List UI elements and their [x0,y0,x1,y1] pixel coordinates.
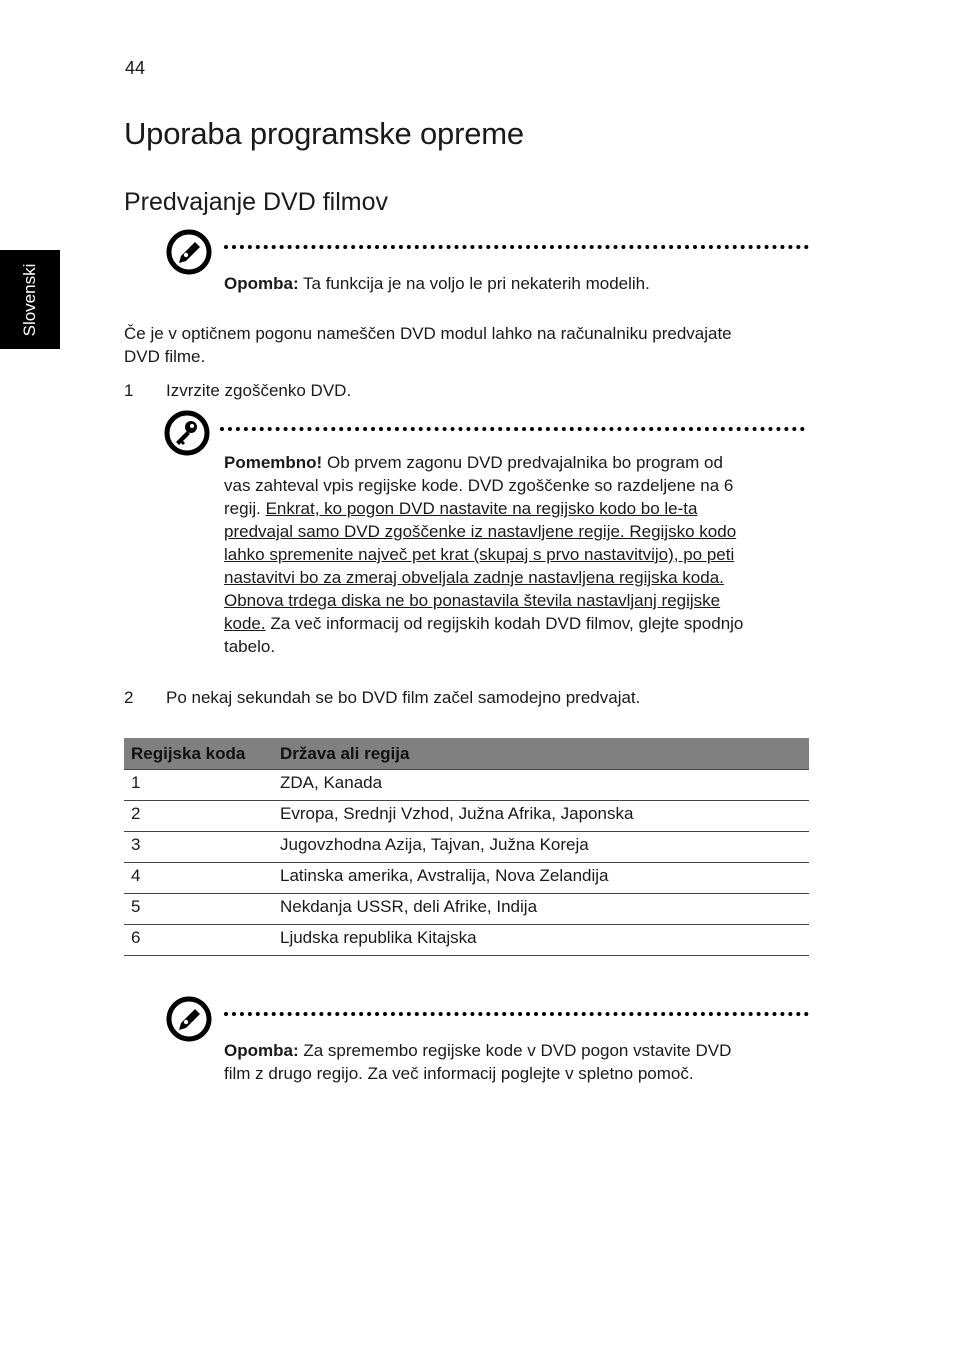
important-label: Pomembno! [224,453,323,472]
note-1-label: Opomba: [224,274,299,293]
important-line-underlined: nastavitvi bo za zmeraj obveljala zadnje nastavljena regijska koda. [224,568,724,587]
page-title: Uporaba programske opreme [124,116,524,151]
table-row [124,925,809,956]
important-line-underlined: Enkrat, ko pogon DVD nastavite na regijsko kodo bo le-ta [265,499,698,518]
step-2-number: 2 [124,688,134,707]
table-cell: Ljudska republika Kitajska [273,925,809,956]
language-side-tab-label: Slovenski [20,263,39,336]
important-line-underlined: predvajal samo DVD zgoščenke iz nastavljene regije. Regijsko kodo [224,522,737,541]
note-pen-icon [166,996,212,1042]
important-line-underlined: lahko spremenite največ pet krat (skupaj s prvo nastavitvijo), po peti [224,545,735,564]
important-line-underlined: kode. [224,614,266,633]
note-pen-icon [166,229,212,275]
step-1-number: 1 [124,381,134,400]
important-line-underlined: Obnova trdega diska ne bo ponastavila števila nastavljanj regijske [224,591,721,610]
table-cell: Evropa, Srednji Vzhod, Južna Afrika, Japonska [273,801,809,832]
region-code-table [124,738,809,956]
note-2-label: Opomba: [224,1041,299,1060]
section-title: Predvajanje DVD filmov [124,188,388,216]
table-row [124,894,809,925]
intro-line: Če je v optičnem pogonu nameščen DVD modul lahko na računalniku predvajate [124,324,732,343]
table-cell: Jugovzhodna Azija, Tajvan, Južna Koreja [273,832,809,863]
intro-line: DVD filme. [124,347,206,366]
table-header: Država ali regija [273,738,809,770]
table-header: Regijska koda [124,738,273,770]
note-divider [224,245,809,249]
table-cell: Nekdanja USSR, deli Afrike, Indija [273,894,809,925]
note-2-line: film z drugo regijo. Za več informacij poglejte v spletno pomoč. [224,1064,694,1083]
table-row [124,832,809,863]
table-cell: 2 [124,801,273,832]
step-2-text: Po nekaj sekundah se bo DVD film začel samodejno predvajat. [166,688,641,707]
table-row [124,863,809,894]
note-1-text: Ta funkcija je na voljo le pri nekaterih modelih. [303,274,650,293]
step-1-text: Izvrzite zgoščenko DVD. [166,381,352,400]
table-cell: 5 [124,894,273,925]
important-line: regij. [224,499,261,518]
page-number: 44 [125,58,146,78]
important-key-icon [164,410,210,456]
language-side-tab [0,250,60,349]
table-cell: Latinska amerika, Avstralija, Nova Zelandija [273,863,809,894]
important-line: vas zahteval vpis regijske kode. DVD zgoščenke so razdeljene na 6 [224,476,734,495]
note-divider [224,1012,809,1016]
table-cell: 6 [124,925,273,956]
note-2 [224,1039,804,1085]
note-2-line: Za spremembo regijske kode v DVD pogon vstavite DVD [303,1041,732,1060]
table-cell: 1 [124,770,273,801]
table-cell: ZDA, Kanada [273,770,809,801]
table-header-row [124,738,809,770]
important-note [224,451,804,658]
important-line: tabelo. [224,637,276,656]
table-row [124,801,809,832]
table-cell: 4 [124,863,273,894]
intro-paragraph [124,322,732,368]
table-row [124,770,809,801]
important-line: Ob prvem zagonu DVD predvajalnika bo program od [326,453,723,472]
table-cell: 3 [124,832,273,863]
note-1 [224,272,650,295]
important-line: Za več informacij od regijskih kodah DVD filmov, glejte spodnjo [270,614,744,633]
important-divider [220,427,805,431]
